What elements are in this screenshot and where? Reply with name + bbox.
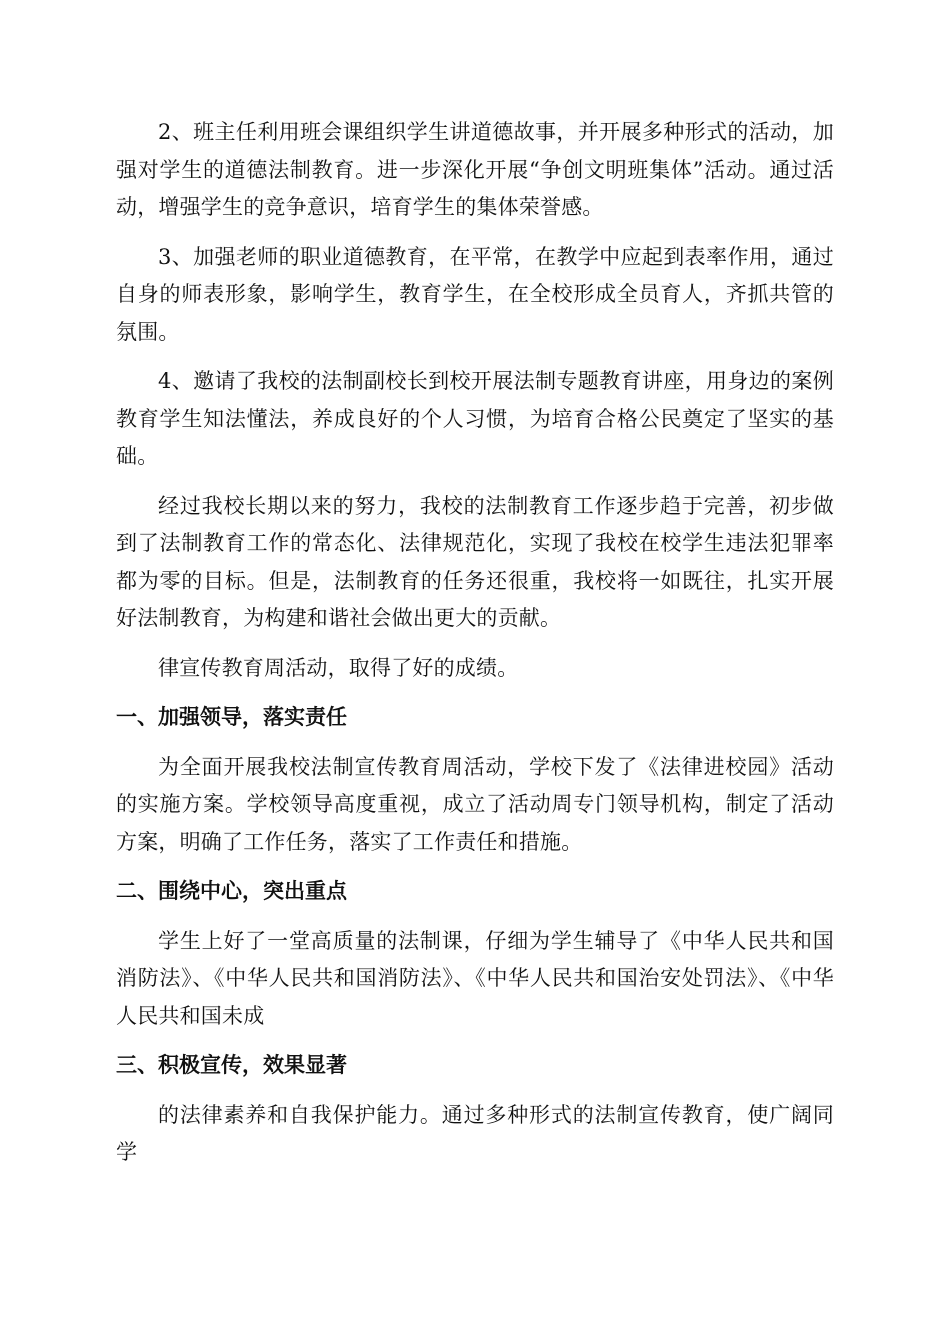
paragraph-publicity-week: 律宣传教育周活动，取得了好的成绩。 [158, 655, 519, 680]
paragraph-teacher-ethics: 3、加强老师的职业道德教育，在平常，在教学中应起到表率作用，通过自身的师表形象，影响学生，教育学生，在全校形成全员育人，齐抓共管的氛围。 [116, 244, 834, 344]
paragraph-legal-literacy: 的法律素养和自我保护能力。通过多种形式的法制宣传教育，使广阔同学 [116, 1102, 834, 1164]
paragraph-class-teacher-activities: 2、班主任利用班会课组织学生讲道德故事，并开展多种形式的活动，加强对学生的道德法制教育。进一步深化开展“争创文明班集体”活动。通过活动，增强学生的竞争意识，培育学生的集体荣誉感。 [116, 120, 834, 219]
section-heading-leadership: 一、加强领导，落实责任 [116, 705, 347, 729]
document-body [116, 114, 834, 1184]
section-heading-publicity: 三、积极宣传，效果显著 [116, 1053, 347, 1077]
paragraph-leadership: 为全面开展我校法制宣传教育周活动，学校下发了《法律进校园》活动的实施方案。学校领导高度重视，成立了活动周专门领导机构，制定了活动方案，明确了工作任务，落实了工作责任和措施。 [116, 754, 834, 854]
paragraph-law-class: 学生上好了一堂高质量的法制课，仔细为学生辅导了《中华人民共和国消防法》、《中华人民共和国消防法》、《中华人民共和国治安处罚法》、《中华人民共和国未成 [116, 928, 834, 1028]
paragraph-legal-lecture: 4、邀请了我校的法制副校长到校开展法制专题教育讲座，用身边的案例教育学生知法懂法，养成良好的个人习惯，为培育合格公民奠定了坚实的基础。 [116, 369, 834, 468]
paragraph-summary: 经过我校长期以来的努力，我校的法制教育工作逐步趋于完善，初步做到了法制教育工作的常态化、法律规范化，实现了我校在校学生违法犯罪率都为零的目标。但是，法制教育的任务还很重，我校将一如既往，扎实开展好法制教育，为构建和谐社会做出更大的贡献。 [116, 493, 834, 630]
section-heading-focus: 二、围绕中心，突出重点 [116, 879, 347, 903]
